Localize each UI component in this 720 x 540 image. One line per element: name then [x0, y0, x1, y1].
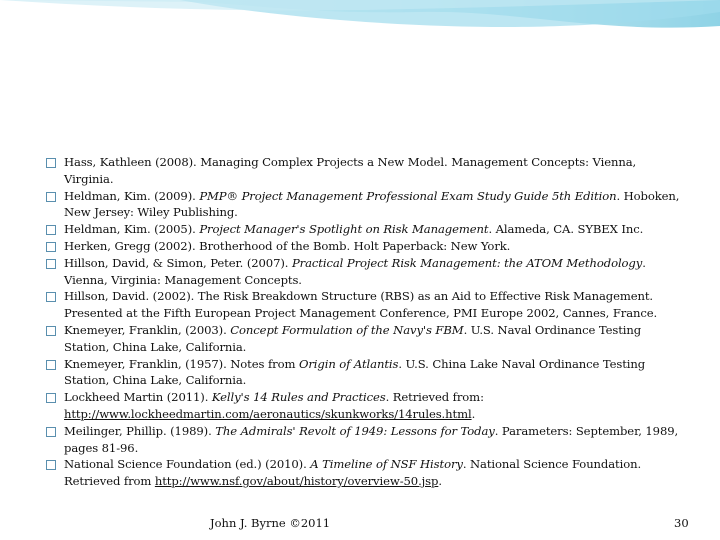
reference-text: . Hoboken, New Jersey: Wiley Publishing.	[64, 188, 680, 220]
reference-item	[46, 221, 686, 238]
reference-item	[46, 322, 686, 356]
reference-text: .	[438, 474, 442, 489]
reference-title: Kelly's 14 Rules and Practices	[211, 390, 386, 405]
square-bullet-icon	[46, 460, 56, 470]
square-bullet-icon	[46, 242, 56, 252]
reference-link[interactable]: http://www.nsf.gov/about/history/overview-50.jsp	[154, 474, 439, 489]
reference-item	[46, 288, 686, 322]
square-bullet-icon	[46, 192, 56, 202]
square-bullet-icon	[46, 393, 56, 403]
reference-text: Hillson, David, & Simon, Peter. (2007).	[64, 255, 292, 270]
square-bullet-icon	[46, 158, 56, 168]
square-bullet-icon	[46, 326, 56, 336]
reference-text: . U.S. Naval Ordinance Testing Station, China Lake, California.	[64, 322, 642, 354]
reference-item	[46, 423, 686, 457]
reference-item	[46, 456, 686, 490]
reference-text: Knemeyer, Franklin, (2003).	[64, 322, 231, 337]
reference-link[interactable]: http://www.lockheedmartin.com/aeronautics/skunkworks/14rules.html	[64, 406, 472, 421]
reference-text: . Vienna, Virginia: Management Concepts.	[64, 255, 646, 287]
reference-title: Practical Project Risk Management: the ATOM Methodology	[291, 255, 643, 270]
reference-title: The Admirals' Revolt of 1949: Lessons for Today	[215, 423, 495, 438]
reference-title: Project Manager's Spotlight on Risk Management	[199, 222, 489, 237]
square-bullet-icon	[46, 225, 56, 235]
header-wave-decoration	[0, 0, 720, 60]
reference-text: Heldman, Kim. (2005).	[64, 222, 200, 237]
reference-list	[46, 154, 686, 490]
footer-author: John J. Byrne ©2011	[210, 516, 331, 530]
reference-item	[46, 188, 686, 222]
reference-text: . Parameters: September, 1989, pages 81-96.	[64, 423, 679, 455]
reference-item	[46, 154, 686, 188]
reference-text: Hass, Kathleen (2008). Managing Complex Projects a New Model. Management Concepts: Vienna, Virginia.	[64, 155, 637, 186]
reference-item	[46, 255, 686, 289]
reference-text: .	[471, 406, 476, 421]
reference-text: Lockheed Martin (2011).	[64, 390, 212, 405]
reference-title: PMP® Project Management Professional Exam Study Guide 5th Edition	[199, 188, 617, 203]
reference-text: . National Science Foundation. Retrieved from	[64, 457, 642, 489]
reference-title: A Timeline of NSF History	[310, 457, 463, 472]
reference-text: . Retrieved from:	[385, 390, 484, 405]
square-bullet-icon	[46, 427, 56, 437]
reference-text: National Science Foundation (ed.) (2010).	[64, 457, 311, 472]
reference-text: Hillson, David. (2002). The Risk Breakdown Structure (RBS) as an Aid to Effective Risk Management. Presented at the Fifth European Project Management Conference, PMI Europe 2002, Cannes, France.	[64, 289, 658, 321]
reference-text: . Alameda, CA. SYBEX Inc.	[488, 222, 644, 237]
reference-title: Concept Formulation of the Navy's FBM	[230, 322, 464, 337]
reference-item	[46, 238, 686, 255]
reference-title: Origin of Atlantis	[298, 356, 399, 371]
square-bullet-icon	[46, 292, 56, 302]
square-bullet-icon	[46, 360, 56, 370]
reference-text: Herken, Gregg (2002). Brotherhood of the Bomb. Holt Paperback: New York.	[64, 238, 511, 253]
reference-text: Meilinger, Phillip. (1989).	[64, 423, 216, 438]
reference-item	[46, 389, 686, 423]
reference-text: . U.S. China Lake Naval Ordinance Testing Station, China Lake, California.	[64, 356, 646, 388]
reference-text: Heldman, Kim. (2009).	[64, 188, 200, 203]
square-bullet-icon	[46, 259, 56, 269]
reference-item	[46, 356, 686, 390]
page-number: 30	[674, 516, 689, 530]
reference-text: Knemeyer, Franklin, (1957). Notes from	[64, 356, 299, 371]
